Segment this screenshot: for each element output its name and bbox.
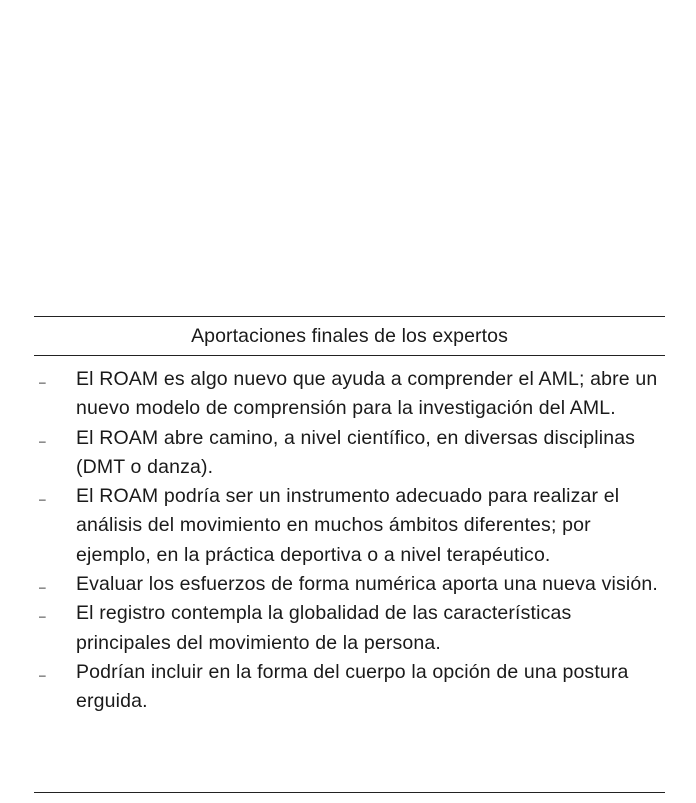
dash-bullet: – (39, 609, 46, 624)
experts-contributions-table (34, 316, 665, 793)
list-item (34, 365, 665, 424)
table-header: Aportaciones finales de los expertos (191, 324, 508, 347)
list-item-text: Podrían incluir en la forma del cuerpo la opción de una postura erguida. (76, 660, 629, 713)
dash-bullet: – (39, 667, 46, 682)
dash-bullet: – (39, 580, 46, 595)
dash-bullet: – (39, 375, 46, 389)
list-item-text: El registro contempla la globalidad de las características principales del movimiento de la persona. (76, 602, 572, 654)
contributions-list (34, 356, 665, 792)
list-item (34, 424, 665, 483)
list-item-text: El ROAM podría ser un instrumento adecuado para realizar el análisis del movimiento en muchos ámbitos diferentes; por ejemplo, en la práctica deportiva o a nivel terapéutico. (76, 485, 620, 566)
list-item-text: El ROAM es algo nuevo que ayuda a comprender el AML; abre un nuevo modelo de comprensión para la investigación del AML. (76, 368, 658, 420)
bottom-rule (34, 792, 665, 793)
list-item (34, 658, 665, 717)
list-item (34, 599, 665, 658)
list-item (34, 482, 665, 570)
dash-bullet: – (39, 492, 46, 507)
list-item-text: Evaluar los esfuerzos de forma numérica aporta una nueva visión. (76, 573, 658, 596)
dash-bullet: – (39, 433, 46, 448)
list-item-text: El ROAM abre camino, a nivel científico, en diversas disciplinas (DMT o danza). (76, 426, 636, 478)
list-item (34, 570, 665, 599)
